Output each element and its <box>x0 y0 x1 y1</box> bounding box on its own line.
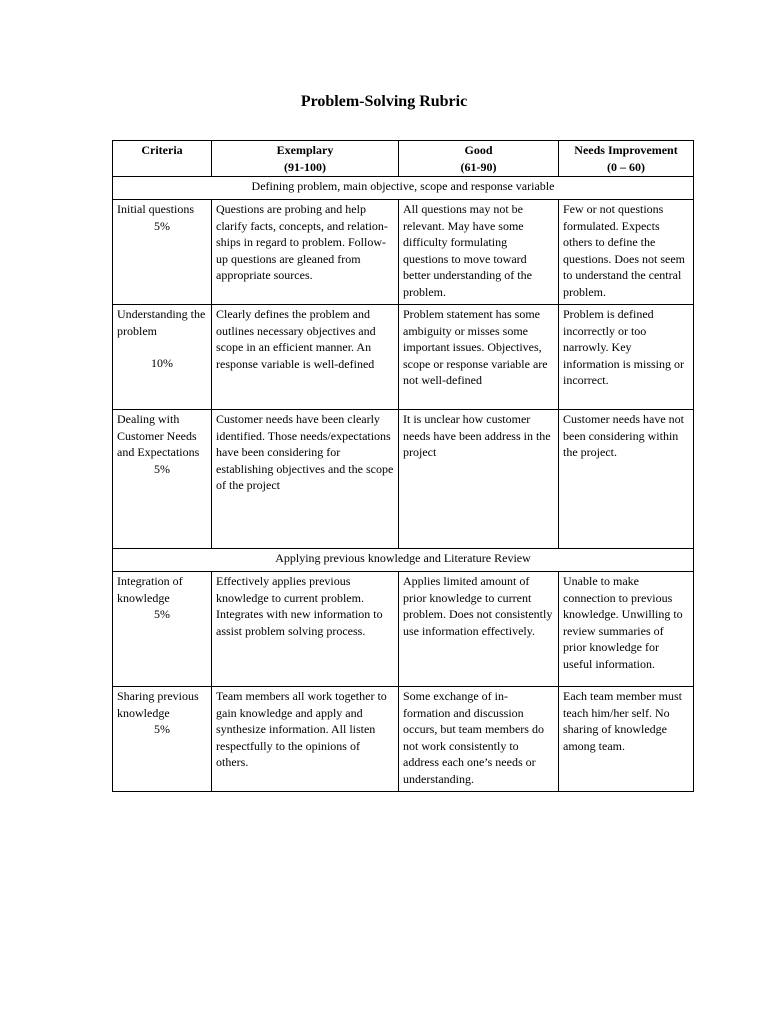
table-row <box>113 572 694 687</box>
criterion-name: Dealing with Customer Needs and Expectations <box>117 412 200 459</box>
exemplary-cell: Team members all work together to gain knowledge and apply and synthesize information. All listen respectfully to the opinions of others. <box>212 687 399 792</box>
exemplary-cell: Questions are probing and help clarify facts, concepts, and relation-ships in regard to problem. Follow-up questions are gleaned from appropriate sources. <box>212 200 399 305</box>
header-good <box>399 141 559 177</box>
table-row <box>113 200 694 305</box>
criterion-weight: 10% <box>151 356 173 370</box>
needs-improvement-cell: Few or not questions formulated. Expects others to define the questions. Does not seem to understand the central problem. <box>559 200 694 305</box>
header-needs-range: (0 – 60) <box>607 159 645 174</box>
criterion-name: Sharing previous knowledge <box>117 689 199 720</box>
criterion-weight: 5% <box>154 218 170 233</box>
header-criteria: Criteria <box>113 141 212 177</box>
good-cell: All questions may not be relevant. May have some difficulty formulating questions to move toward better understanding of the problem. <box>399 200 559 305</box>
exemplary-cell: Customer needs have been clearly identified. Those needs/expectations have been considering for establishing objectives and the scope of the project <box>212 410 399 549</box>
good-cell: It is unclear how customer needs have been address in the project <box>399 410 559 549</box>
table-row <box>113 687 694 792</box>
needs-improvement-cell: Unable to make connection to previous knowledge. Unwilling to review summaries of prior knowledge for useful information. <box>559 572 694 687</box>
criterion-name: Integration of knowledge <box>117 574 183 605</box>
good-cell: Applies limited amount of prior knowledge to current problem. Does not consistently use information effectively. <box>399 572 559 687</box>
header-exemplary-label: Exemplary <box>276 143 334 157</box>
header-row <box>113 141 694 177</box>
header-good-range: (61-90) <box>460 159 497 174</box>
exemplary-cell: Clearly defines the problem and outlines necessary objectives and scope in an efficient manner. An response variable is well-defined <box>212 305 399 410</box>
header-exemplary-range: (91-100) <box>284 159 326 174</box>
section-heading: Defining problem, main objective, scope and response variable <box>113 177 694 200</box>
criterion-weight: 5% <box>154 722 170 736</box>
criterion-cell <box>113 687 212 792</box>
table-row <box>113 410 694 549</box>
criterion-cell <box>113 305 212 410</box>
section-heading: Applying previous knowledge and Literature Review <box>113 549 694 572</box>
criterion-cell <box>113 410 212 549</box>
criterion-weight: 5% <box>154 607 170 621</box>
header-good-label: Good <box>464 143 493 157</box>
needs-improvement-cell: Customer needs have not been considering within the project. <box>559 410 694 549</box>
header-needs-label: Needs Improvement <box>574 143 678 157</box>
page-title: Problem-Solving Rubric <box>300 93 468 110</box>
needs-improvement-cell: Problem is defined incorrectly or too narrowly. Key information is missing or incorrect. <box>559 305 694 410</box>
table-row <box>113 305 694 410</box>
header-exemplary <box>212 141 399 177</box>
section-heading-row <box>113 549 694 572</box>
criterion-name: Initial questions <box>117 202 194 216</box>
criterion-cell <box>113 200 212 305</box>
criterion-weight: 5% <box>154 461 170 476</box>
section-heading-row <box>113 177 694 200</box>
good-cell: Problem statement has some ambiguity or misses some important issues. Objectives, scope or response variable are not well-defined <box>399 305 559 410</box>
needs-improvement-cell: Each team member must teach him/her self. No sharing of knowledge among team. <box>559 687 694 792</box>
exemplary-cell: Effectively applies previous knowledge to current problem. Integrates with new information to assist problem solving process. <box>212 572 399 687</box>
criterion-cell <box>113 572 212 687</box>
rubric-table <box>112 140 694 792</box>
good-cell: Some exchange of in-formation and discussion occurs, but team members do not work consistently to address each one’s needs or understanding. <box>399 687 559 792</box>
header-needs-improvement <box>559 141 694 177</box>
criterion-name: Understanding the problem <box>117 307 206 338</box>
